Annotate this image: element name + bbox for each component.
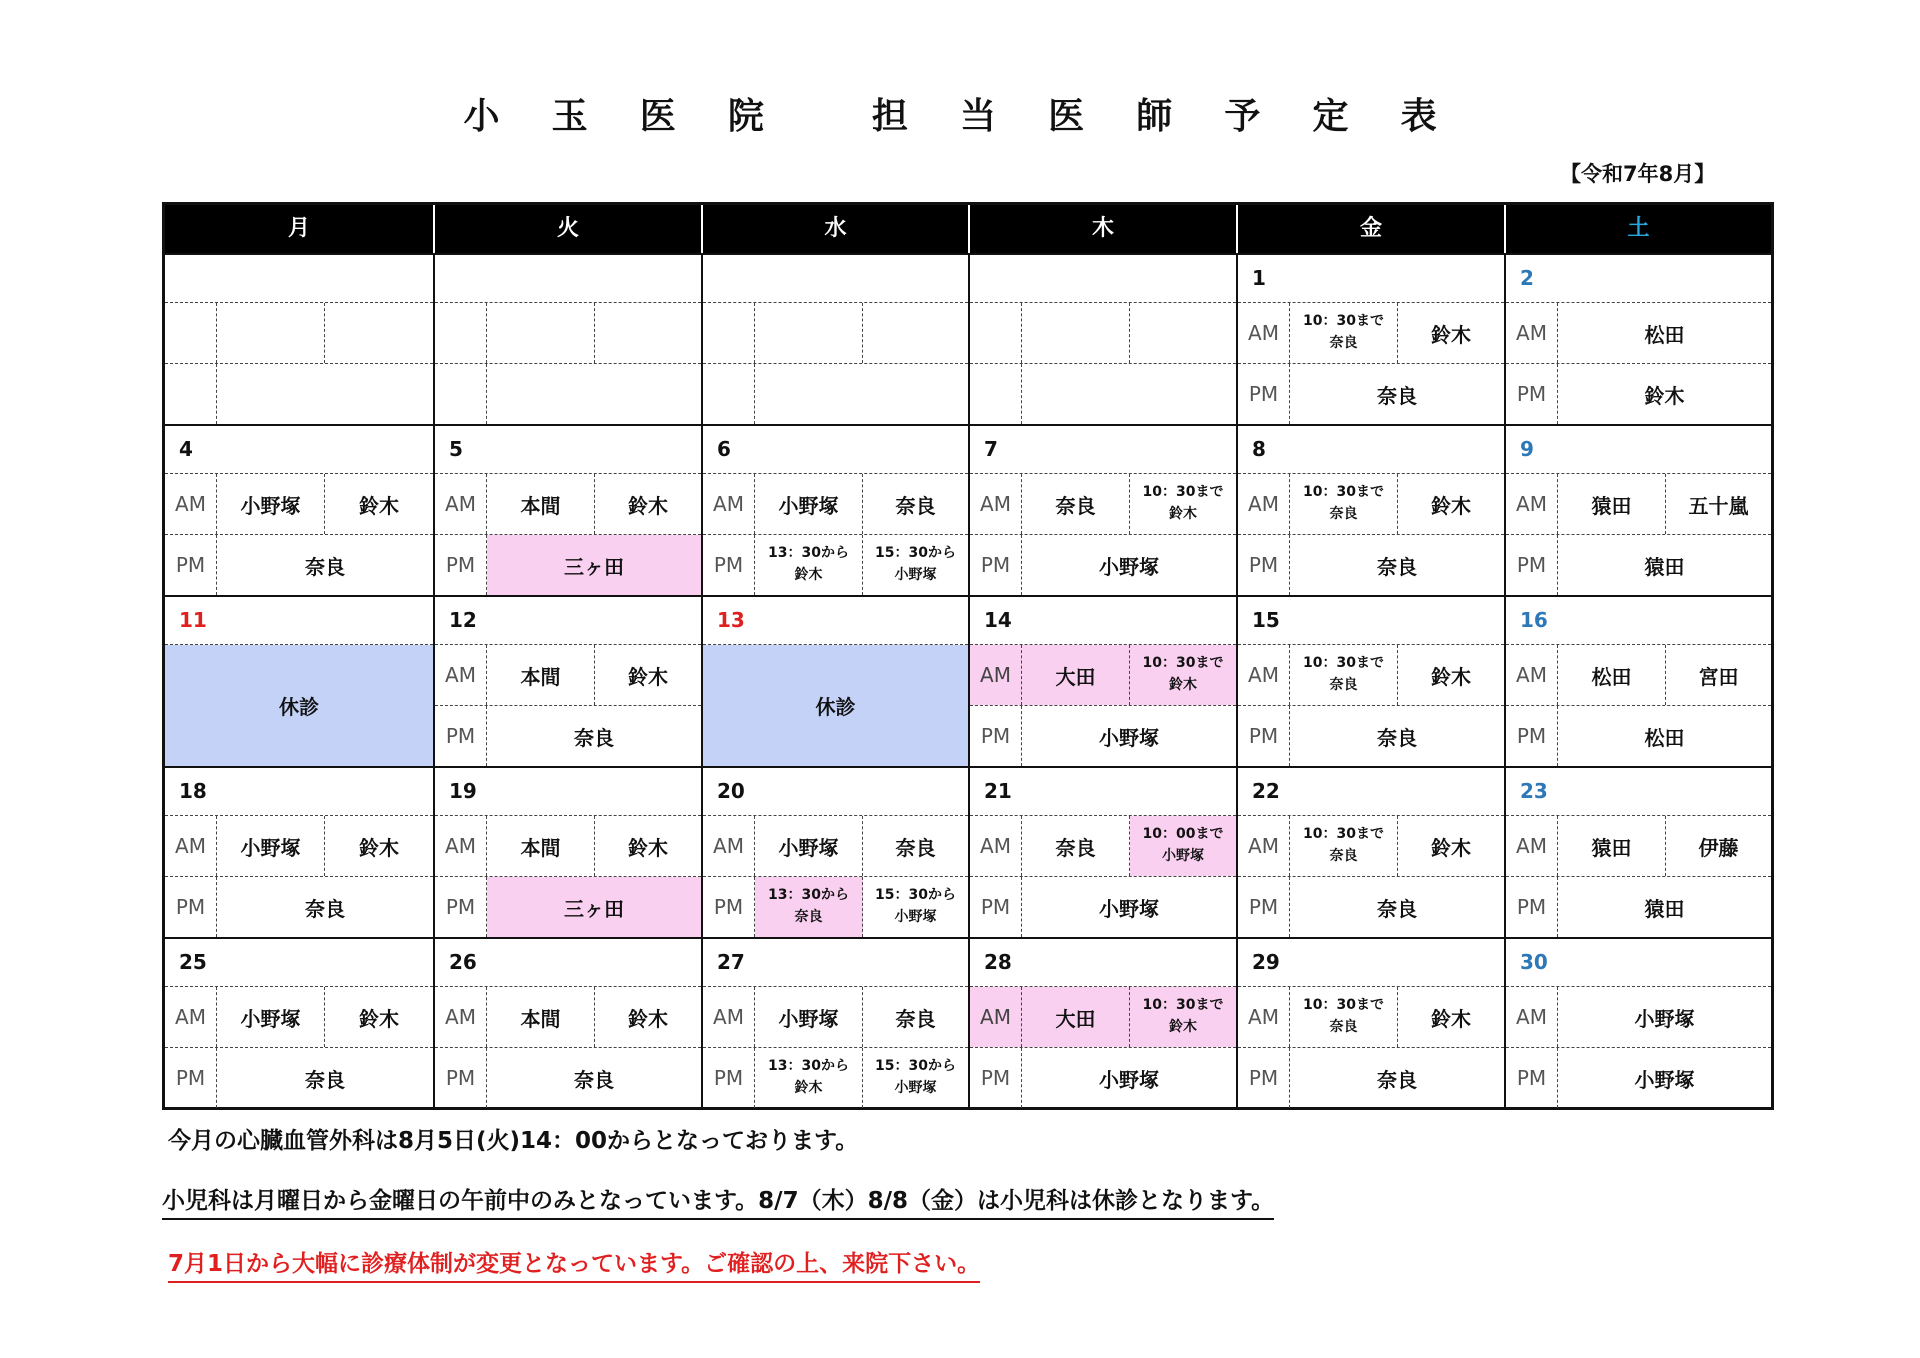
am-label — [165, 303, 217, 363]
am-label: AM — [970, 987, 1022, 1047]
am-row — [970, 816, 1236, 877]
am-doctor: 松田 — [1644, 322, 1685, 347]
note-schedule-change: 7月1日から大幅に診療体制が変更となっています。ご確認の上、来院下さい。 — [168, 1245, 980, 1283]
am-doctor: 本間 — [487, 645, 595, 705]
am-row — [703, 987, 968, 1048]
am-doctor: 奈良 — [1022, 816, 1130, 876]
am-label: AM — [970, 474, 1022, 534]
date-number: 11 — [165, 597, 433, 645]
doctor-name: 小野塚 — [894, 1080, 937, 1096]
am-doctor: 鈴木 — [628, 1006, 668, 1031]
pm-doctor: 奈良 — [574, 725, 614, 750]
time-note: 10：30まで — [1303, 997, 1384, 1014]
day-cell — [701, 937, 968, 1107]
pm-label: PM — [703, 877, 755, 937]
pm-row — [165, 1048, 433, 1108]
date-number: 8 — [1238, 426, 1504, 474]
am-doctor — [1290, 474, 1398, 534]
pm-label: PM — [1506, 364, 1558, 424]
pm-label: PM — [1238, 706, 1290, 766]
pm-row — [703, 877, 968, 937]
pm-label: PM — [435, 1048, 487, 1108]
pm-label — [165, 364, 217, 424]
am-doctor: 小野塚 — [755, 474, 863, 534]
empty-slot — [755, 303, 863, 363]
time-note: 13：30から — [768, 545, 849, 562]
am-row — [165, 987, 433, 1048]
am-label: AM — [435, 816, 487, 876]
pm-row — [970, 1048, 1236, 1108]
am-row — [435, 474, 701, 535]
am-label: AM — [1238, 474, 1290, 534]
day-cell — [1236, 937, 1504, 1107]
pm-label: PM — [1238, 877, 1290, 937]
am-label: AM — [435, 645, 487, 705]
day-cell — [433, 595, 701, 766]
time-note: 15：30から — [875, 1058, 956, 1075]
am-label: AM — [703, 474, 755, 534]
am-label: AM — [1238, 303, 1290, 363]
am-label: AM — [1506, 987, 1558, 1047]
date-number: 16 — [1506, 597, 1771, 645]
am-doctor — [1290, 645, 1398, 705]
weekday-4: 金 — [1236, 205, 1504, 253]
pm-row — [1506, 1048, 1771, 1108]
pm-label — [970, 364, 1022, 424]
pm-doctor: 小野塚 — [1099, 1067, 1159, 1092]
pm-label: PM — [165, 1048, 217, 1108]
weekday-header — [165, 205, 1771, 253]
pm-label: PM — [1238, 364, 1290, 424]
pm-doctor: 猿田 — [1644, 896, 1685, 921]
pm-label: PM — [970, 877, 1022, 937]
pm-doctor: 奈良 — [1377, 1067, 1417, 1092]
pm-row — [1238, 877, 1504, 937]
date-number: 12 — [435, 597, 701, 645]
day-cell — [165, 595, 433, 766]
am-doctor: 鈴木 — [359, 1006, 399, 1031]
am-doctor: 本間 — [487, 816, 595, 876]
month-label: 【令和7年8月】 — [1560, 162, 1716, 186]
day-cell — [165, 253, 433, 424]
date-number: 9 — [1506, 426, 1771, 474]
time-note: 13：30から — [768, 1058, 849, 1075]
date-number: 20 — [703, 768, 968, 816]
am-row — [970, 303, 1236, 364]
pm-label: PM — [703, 1048, 755, 1108]
am-label: AM — [165, 816, 217, 876]
day-cell — [1504, 253, 1771, 424]
doctor-name: 小野塚 — [894, 909, 937, 925]
pm-row — [703, 1048, 968, 1108]
pm-doctor — [755, 877, 863, 937]
doctor-name: 鈴木 — [1169, 1019, 1197, 1035]
date-number: 28 — [970, 939, 1236, 987]
day-cell — [701, 595, 968, 766]
am-doctor: 鈴木 — [1431, 1006, 1471, 1031]
am-label: AM — [1238, 816, 1290, 876]
am-doctor: 宮田 — [1698, 664, 1739, 689]
am-label — [970, 303, 1022, 363]
am-doctor: 奈良 — [1022, 474, 1130, 534]
am-row — [1506, 987, 1771, 1048]
am-doctor: 松田 — [1558, 645, 1666, 705]
time-note: 10：30まで — [1303, 655, 1384, 672]
time-note: 10：00まで — [1142, 826, 1224, 843]
pm-label: PM — [435, 706, 487, 766]
am-row — [1238, 645, 1504, 706]
am-doctor: 鈴木 — [1431, 664, 1471, 689]
pm-doctor: 鈴木 — [1644, 383, 1685, 408]
am-doctor: 本間 — [487, 474, 595, 534]
pm-label — [435, 364, 487, 424]
date-number — [970, 255, 1236, 303]
time-note: 15：30から — [875, 887, 956, 904]
pm-doctor: 奈良 — [305, 896, 345, 921]
empty-slot — [217, 303, 325, 363]
pm-row — [703, 364, 968, 424]
am-doctor: 鈴木 — [628, 493, 668, 518]
weekday-5: 土 — [1504, 205, 1771, 253]
pm-doctor — [863, 1048, 968, 1108]
pm-row — [165, 877, 433, 937]
pm-label: PM — [1506, 1048, 1558, 1108]
pm-row — [435, 706, 701, 766]
am-doctor: 小野塚 — [755, 987, 863, 1047]
pm-doctor: 小野塚 — [1099, 896, 1159, 921]
am-row — [1506, 474, 1771, 535]
date-number: 14 — [970, 597, 1236, 645]
am-row — [703, 303, 968, 364]
date-number: 2 — [1506, 255, 1771, 303]
date-number: 30 — [1506, 939, 1771, 987]
am-label: AM — [1506, 303, 1558, 363]
page-title: 小 玉 医 院 担 当 医 師 予 定 表 — [463, 96, 1457, 137]
time-note: 10：30まで — [1142, 997, 1224, 1014]
day-cell — [1236, 253, 1504, 424]
am-doctor: 小野塚 — [217, 816, 325, 876]
date-number: 29 — [1238, 939, 1504, 987]
pm-row — [435, 364, 701, 424]
am-label: AM — [1506, 645, 1558, 705]
am-label: AM — [1506, 816, 1558, 876]
pm-doctor: 奈良 — [305, 1067, 345, 1092]
day-cell — [701, 424, 968, 595]
date-number: 22 — [1238, 768, 1504, 816]
am-doctor — [1130, 474, 1236, 534]
am-doctor: 鈴木 — [359, 493, 399, 518]
am-doctor: 小野塚 — [1634, 1006, 1695, 1031]
day-cell — [433, 937, 701, 1107]
date-number: 7 — [970, 426, 1236, 474]
am-row — [703, 816, 968, 877]
doctor-name: 鈴木 — [1169, 677, 1197, 693]
date-number: 27 — [703, 939, 968, 987]
am-doctor: 大田 — [1022, 645, 1130, 705]
pm-label: PM — [970, 535, 1022, 595]
am-doctor: 本間 — [487, 987, 595, 1047]
am-row — [970, 987, 1236, 1048]
am-doctor: 鈴木 — [1431, 835, 1471, 860]
pm-label: PM — [1506, 877, 1558, 937]
pm-row — [1238, 364, 1504, 424]
am-label: AM — [970, 645, 1022, 705]
pm-row — [165, 535, 433, 595]
am-doctor: 鈴木 — [1431, 493, 1471, 518]
pm-row — [1238, 1048, 1504, 1108]
am-row — [970, 645, 1236, 706]
day-cell — [165, 766, 433, 937]
pm-label: PM — [1238, 1048, 1290, 1108]
day-cell — [701, 766, 968, 937]
day-cell — [968, 766, 1236, 937]
closed-label: 休診 — [703, 645, 968, 766]
am-row — [165, 816, 433, 877]
date-number — [165, 255, 433, 303]
pm-doctor: 奈良 — [574, 1067, 614, 1092]
doctor-name: 小野塚 — [894, 567, 937, 583]
time-note: 13：30から — [768, 887, 849, 904]
date-number: 23 — [1506, 768, 1771, 816]
pm-row — [435, 1048, 701, 1108]
date-number: 4 — [165, 426, 433, 474]
date-number — [435, 255, 701, 303]
pm-label: PM — [165, 535, 217, 595]
am-doctor: 五十嵐 — [1688, 493, 1749, 518]
am-doctor: 小野塚 — [217, 987, 325, 1047]
am-row — [435, 645, 701, 706]
pm-doctor: 奈良 — [1377, 896, 1417, 921]
day-cell — [968, 937, 1236, 1107]
date-number: 5 — [435, 426, 701, 474]
time-note: 10：30まで — [1142, 655, 1224, 672]
pm-doctor: 奈良 — [1377, 383, 1417, 408]
pm-label: PM — [1238, 535, 1290, 595]
pm-label: PM — [435, 535, 487, 595]
day-cell — [433, 424, 701, 595]
pm-doctor: 三ヶ田 — [487, 877, 701, 937]
day-cell — [1236, 766, 1504, 937]
am-row — [435, 987, 701, 1048]
pm-doctor: 小野塚 — [1634, 1067, 1695, 1092]
day-cell — [1504, 766, 1771, 937]
pm-doctor: 奈良 — [1377, 725, 1417, 750]
am-doctor — [1290, 303, 1398, 363]
weekday-1: 火 — [433, 205, 701, 253]
am-row — [970, 474, 1236, 535]
am-label: AM — [435, 474, 487, 534]
time-note: 15：30から — [875, 545, 956, 562]
am-doctor: 鈴木 — [1431, 322, 1471, 347]
empty-slot — [1022, 303, 1130, 363]
pm-row — [970, 706, 1236, 766]
date-number: 15 — [1238, 597, 1504, 645]
doctor-name: 鈴木 — [794, 1080, 823, 1096]
pm-row — [970, 364, 1236, 424]
doctor-name: 奈良 — [1329, 1019, 1358, 1035]
time-note: 10：30まで — [1142, 484, 1224, 501]
am-row — [165, 303, 433, 364]
time-note: 10：30まで — [1303, 484, 1384, 501]
doctor-name: 小野塚 — [1162, 848, 1204, 864]
day-cell — [1504, 595, 1771, 766]
day-cell — [165, 937, 433, 1107]
pm-row — [435, 877, 701, 937]
pm-label: PM — [1506, 535, 1558, 595]
am-label: AM — [165, 474, 217, 534]
am-label: AM — [703, 816, 755, 876]
pm-label: PM — [703, 535, 755, 595]
schedule-calendar — [162, 202, 1774, 1110]
doctor-name: 奈良 — [1329, 677, 1358, 693]
pm-row — [1238, 706, 1504, 766]
doctor-name: 奈良 — [1329, 506, 1358, 522]
am-doctor: 猿田 — [1558, 816, 1666, 876]
date-number: 13 — [703, 597, 968, 645]
date-number: 21 — [970, 768, 1236, 816]
pm-label: PM — [970, 1048, 1022, 1108]
am-doctor — [1130, 645, 1236, 705]
pm-row — [970, 535, 1236, 595]
am-label: AM — [1238, 987, 1290, 1047]
time-note: 10：30まで — [1303, 313, 1384, 330]
pm-row — [1506, 877, 1771, 937]
pm-row — [165, 364, 433, 424]
weekday-2: 水 — [701, 205, 968, 253]
pm-row — [970, 877, 1236, 937]
am-row — [435, 303, 701, 364]
day-cell — [1236, 424, 1504, 595]
note-cardiovascular: 今月の心臓血管外科は8月5日(火)14：00からとなっております。 — [168, 1128, 859, 1154]
am-doctor: 猿田 — [1558, 474, 1666, 534]
pm-doctor: 猿田 — [1644, 554, 1685, 579]
weekday-0: 月 — [287, 216, 310, 241]
am-label: AM — [435, 987, 487, 1047]
am-doctor: 伊藤 — [1698, 835, 1739, 860]
pm-label: PM — [165, 877, 217, 937]
date-number — [703, 255, 968, 303]
doctor-name: 鈴木 — [794, 567, 823, 583]
am-row — [165, 474, 433, 535]
am-label — [435, 303, 487, 363]
am-doctor: 奈良 — [895, 493, 936, 518]
pm-label — [703, 364, 755, 424]
empty-slot — [487, 303, 595, 363]
am-row — [1506, 303, 1771, 364]
am-doctor: 鈴木 — [628, 835, 668, 860]
pm-row — [435, 535, 701, 595]
day-cell — [968, 424, 1236, 595]
pm-doctor: 小野塚 — [1099, 554, 1159, 579]
am-label: AM — [165, 987, 217, 1047]
am-label: AM — [970, 816, 1022, 876]
time-note: 10：30まで — [1303, 826, 1384, 843]
am-label: AM — [1238, 645, 1290, 705]
am-row — [703, 474, 968, 535]
am-doctor: 鈴木 — [628, 664, 668, 689]
note-pediatrics: 小児科は月曜日から金曜日の午前中のみとなっています。8/7（木）8/8（金）は小児科は休診となります。 — [162, 1182, 1274, 1220]
am-row — [1506, 645, 1771, 706]
day-cell — [1504, 424, 1771, 595]
am-doctor: 小野塚 — [755, 816, 863, 876]
am-doctor: 大田 — [1022, 987, 1130, 1047]
day-cell — [701, 253, 968, 424]
am-label: AM — [1506, 474, 1558, 534]
date-number: 18 — [165, 768, 433, 816]
pm-row — [1506, 535, 1771, 595]
am-row — [435, 816, 701, 877]
date-number: 6 — [703, 426, 968, 474]
pm-doctor: 三ヶ田 — [487, 535, 701, 595]
day-cell — [968, 253, 1236, 424]
am-row — [1238, 303, 1504, 364]
day-cell — [968, 595, 1236, 766]
pm-doctor — [863, 535, 968, 595]
day-cell — [433, 766, 701, 937]
pm-doctor — [755, 1048, 863, 1108]
pm-doctor: 奈良 — [305, 554, 345, 579]
pm-label: PM — [970, 706, 1022, 766]
am-doctor — [1290, 816, 1398, 876]
day-cell — [1236, 595, 1504, 766]
am-doctor — [1130, 816, 1236, 876]
am-doctor: 奈良 — [895, 1006, 936, 1031]
doctor-name: 奈良 — [794, 909, 823, 925]
day-cell — [165, 424, 433, 595]
date-number: 19 — [435, 768, 701, 816]
doctor-name: 奈良 — [1329, 335, 1358, 351]
pm-row — [1506, 364, 1771, 424]
date-number: 1 — [1238, 255, 1504, 303]
am-label — [703, 303, 755, 363]
am-doctor: 鈴木 — [359, 835, 399, 860]
pm-doctor: 奈良 — [1377, 554, 1417, 579]
pm-row — [703, 535, 968, 595]
weekday-3: 木 — [968, 205, 1236, 253]
pm-label: PM — [1506, 706, 1558, 766]
am-row — [1238, 474, 1504, 535]
am-row — [1238, 816, 1504, 877]
am-doctor: 奈良 — [895, 835, 936, 860]
date-number: 25 — [165, 939, 433, 987]
day-cell — [1504, 937, 1771, 1107]
am-row — [1506, 816, 1771, 877]
pm-doctor: 松田 — [1644, 725, 1685, 750]
date-number: 26 — [435, 939, 701, 987]
am-doctor — [1290, 987, 1398, 1047]
am-label: AM — [703, 987, 755, 1047]
doctor-name: 奈良 — [1329, 848, 1358, 864]
pm-row — [1506, 706, 1771, 766]
pm-doctor: 小野塚 — [1099, 725, 1159, 750]
pm-doctor — [863, 877, 968, 937]
pm-label: PM — [435, 877, 487, 937]
am-row — [1238, 987, 1504, 1048]
am-doctor: 小野塚 — [217, 474, 325, 534]
am-doctor — [1130, 987, 1236, 1047]
doctor-name: 鈴木 — [1169, 506, 1197, 522]
pm-row — [1238, 535, 1504, 595]
pm-doctor — [755, 535, 863, 595]
day-cell — [433, 253, 701, 424]
closed-label: 休診 — [165, 645, 433, 766]
